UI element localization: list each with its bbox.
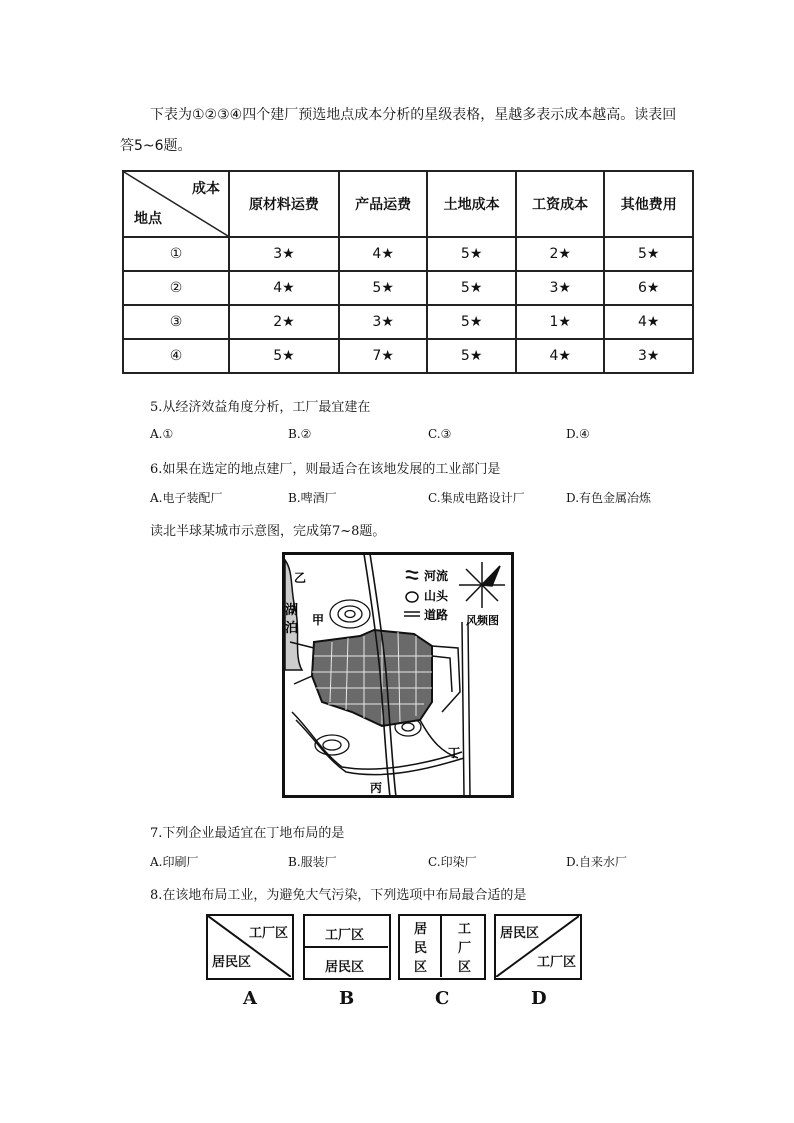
- layout-option-a[interactable]: [206, 914, 294, 980]
- label-ding: 丁: [448, 746, 461, 760]
- layout-c-factory-char-3: 区: [458, 960, 472, 975]
- q7-option-d[interactable]: D.自来水厂: [566, 855, 628, 869]
- table-row: [123, 237, 693, 271]
- q5-option-d[interactable]: D.④: [566, 427, 590, 441]
- layout-c-factory-char-2: 厂: [458, 941, 472, 956]
- q6-option-c[interactable]: C.集成电路设计厂: [428, 491, 525, 505]
- layout-a-letter: A: [243, 988, 257, 1009]
- legend-hill-label: 山头: [424, 589, 449, 603]
- city-map: [282, 552, 514, 798]
- cost-table: [122, 170, 694, 374]
- layout-b-residential-label: 居民区: [325, 960, 365, 975]
- q6-option-d[interactable]: D.有色金属冶炼: [566, 491, 652, 505]
- header-product-freight: 产品运费: [339, 171, 428, 237]
- value-cell: 3★: [604, 339, 693, 373]
- corner-site-label: 地点: [134, 211, 162, 227]
- lake-label-2: 泊: [285, 621, 299, 636]
- layout-c-residential-char-3: 区: [414, 960, 428, 975]
- header-land-cost: 土地成本: [427, 171, 516, 237]
- header-other-cost: 其他费用: [604, 171, 693, 237]
- value-cell: 4★: [516, 339, 605, 373]
- value-cell: 5★: [339, 271, 428, 305]
- value-cell: 5★: [229, 339, 339, 373]
- q7-option-b[interactable]: B.服装厂: [288, 855, 337, 869]
- value-cell: 5★: [604, 237, 693, 271]
- q5-option-c[interactable]: C.③: [428, 427, 452, 441]
- layout-d-factory-label: 工厂区: [536, 955, 576, 970]
- value-cell: 5★: [427, 339, 516, 373]
- value-cell: 1★: [516, 305, 605, 339]
- header-raw-material: 原材料运费: [229, 171, 339, 237]
- layout-b-divider: [305, 946, 388, 948]
- table-row: [123, 271, 693, 305]
- q7-option-a[interactable]: A.印刷厂: [150, 855, 199, 869]
- question-7-stem: 7.下列企业最适宜在丁地布局的是: [150, 826, 345, 841]
- label-bing: 丙: [370, 781, 383, 795]
- table-header-row: [123, 171, 693, 237]
- value-cell: 6★: [604, 271, 693, 305]
- label-jia: 甲: [312, 613, 325, 627]
- value-cell: 4★: [229, 271, 339, 305]
- site-cell: ④: [123, 339, 229, 373]
- intro-paragraph: 下表为①②③④四个建厂预选地点成本分析的星级表格，星越多表示成本越高。读表回答5~6题。: [120, 107, 677, 154]
- label-yi: 乙: [294, 571, 307, 585]
- q5-option-b[interactable]: B.②: [288, 427, 312, 441]
- site-cell: ②: [123, 271, 229, 305]
- layout-c-letter: C: [435, 988, 450, 1009]
- question-6-stem: 6.如果在选定的地点建厂，则最适合在该地发展的工业部门是: [150, 462, 501, 477]
- layout-c-factory-char-1: 工: [458, 922, 472, 937]
- value-cell: 3★: [516, 271, 605, 305]
- table-row: [123, 339, 693, 373]
- legend-road-label: 道路: [424, 608, 449, 622]
- corner-cost-label: 成本: [192, 181, 220, 197]
- value-cell: 5★: [427, 271, 516, 305]
- q6-option-b[interactable]: B.啤酒厂: [288, 491, 337, 505]
- site-cell: ①: [123, 237, 229, 271]
- value-cell: 5★: [427, 237, 516, 271]
- layout-d-residential-label: 居民区: [500, 926, 540, 941]
- value-cell: 2★: [516, 237, 605, 271]
- lake-label-1: 湖: [285, 603, 299, 618]
- value-cell: 2★: [229, 305, 339, 339]
- layout-a-factory-label: 工厂区: [248, 926, 288, 941]
- layout-c-residential-char-1: 居: [414, 922, 428, 937]
- table-row: [123, 305, 693, 339]
- layout-c-residential-char-2: 民: [414, 941, 428, 956]
- map-intro: 读北半球某城市示意图，完成第7~8题。: [150, 524, 386, 539]
- value-cell: 4★: [339, 237, 428, 271]
- layout-d-letter: D: [531, 988, 547, 1009]
- question-8-stem: 8.在该地布局工业，为避免大气污染，下列选项中布局最合适的是: [150, 888, 527, 903]
- layout-option-d[interactable]: [494, 914, 582, 980]
- layout-c-divider: [440, 916, 442, 977]
- value-cell: 7★: [339, 339, 428, 373]
- value-cell: 3★: [229, 237, 339, 271]
- value-cell: 4★: [604, 305, 693, 339]
- value-cell: 5★: [427, 305, 516, 339]
- layout-a-residential-label: 居民区: [212, 955, 252, 970]
- wind-rose-label: 风频图: [466, 614, 499, 627]
- q7-option-c[interactable]: C.印染厂: [428, 855, 477, 869]
- layout-b-factory-label: 工厂区: [325, 928, 365, 943]
- layout-option-b[interactable]: [303, 914, 391, 980]
- q5-option-a[interactable]: A.①: [150, 427, 174, 441]
- table-corner-cell: [123, 171, 229, 237]
- layout-option-c[interactable]: [398, 914, 486, 980]
- q6-option-a[interactable]: A.电子装配厂: [150, 491, 223, 505]
- site-cell: ③: [123, 305, 229, 339]
- legend-river-label: 河流: [424, 569, 449, 583]
- layout-b-letter: B: [339, 988, 355, 1009]
- header-wage-cost: 工资成本: [516, 171, 605, 237]
- value-cell: 3★: [339, 305, 428, 339]
- question-5-stem: 5.从经济效益角度分析，工厂最宜建在: [150, 400, 371, 415]
